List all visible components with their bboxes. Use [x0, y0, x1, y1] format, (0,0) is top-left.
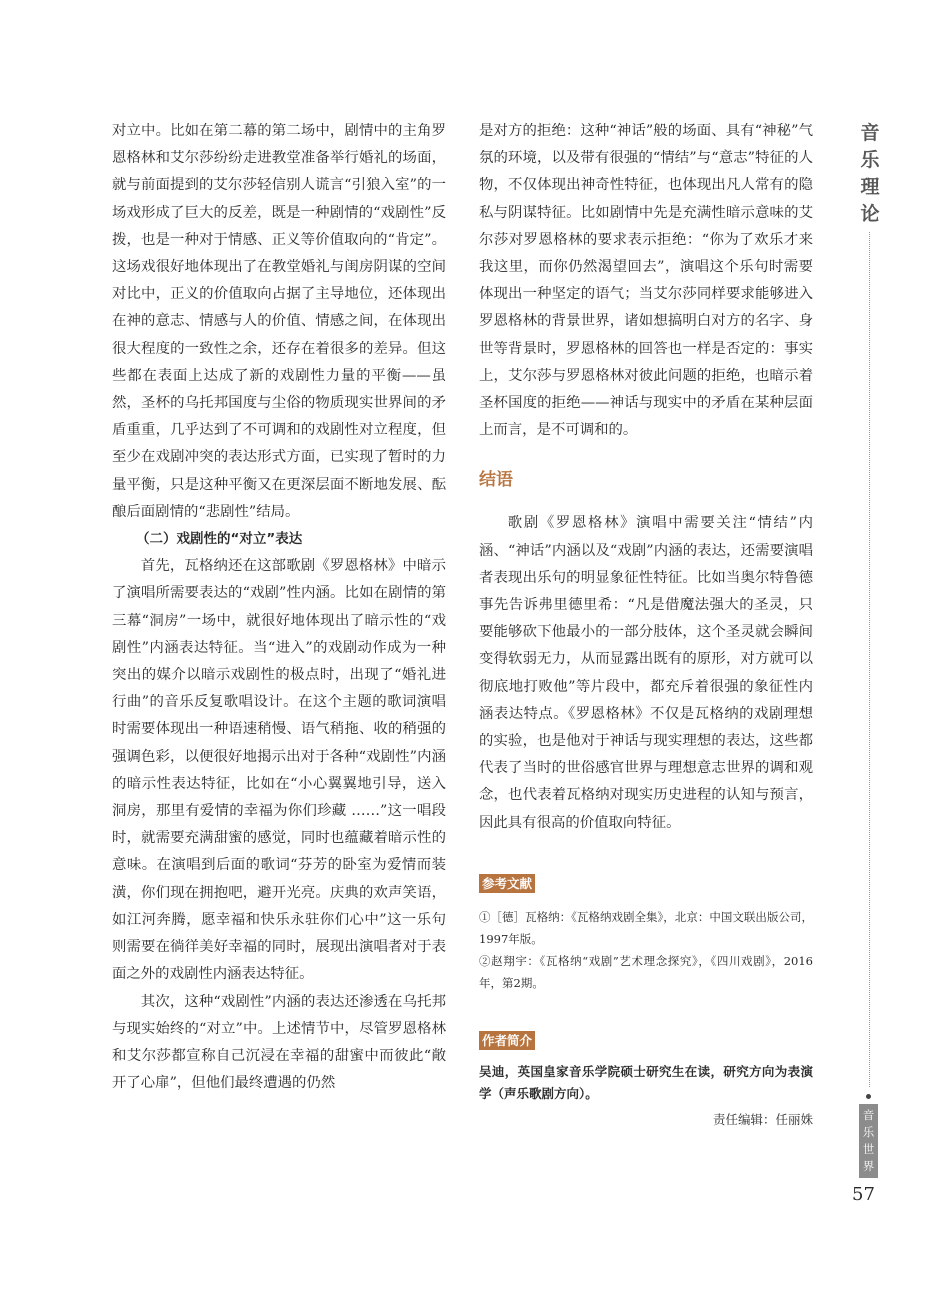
section-label-char: 论: [860, 203, 880, 225]
journal-name-char: 乐: [862, 1125, 875, 1139]
section-label: [858, 120, 882, 228]
references-section: [479, 871, 813, 994]
body-paragraph: 是对方的拒绝：这种“神话”般的场面、具有“神秘”气氛的环境，以及带有很强的“情结”与“意志”特征的人物，不仅体现出神奇性特征，也体现出凡人常有的隐私与阴谋特征。比如剧情中先是充满性暗示意味的艾尔莎对罗恩格林的要求表示拒绝：“你为了欢乐才来我这里，而你仍然渴望回去”，演唱这个乐句时需要体现出一种坚定的语气；当艾尔莎同样要求能够进入罗恩格林的背景世界，诸如想搞明白对方的名字、身世等背景时，罗恩格林的回答也一样是否定的：事实上，艾尔莎与罗恩格林对彼此问题的拒绝，也暗示着圣杯国度的拒绝——神话与现实中的矛盾在某种层面上而言，是不可调和的。: [479, 123, 813, 439]
section-label-char: 理: [860, 176, 880, 198]
journal-name-box: [859, 1104, 878, 1178]
page-number: 57: [852, 1184, 875, 1205]
sidebar-bullet: [866, 1094, 871, 1099]
body-paragraph: 首先，瓦格纳还在这部歌剧《罗恩格林》中暗示了演唱所需要表达的“戏剧”性内涵。比如在剧情的第三幕“洞房”一场中，就很好地体现出了暗示性的“戏剧性”内涵表达特征。当“进入”的戏剧动作成为一种突出的媒介以暗示戏剧性的极点时，出现了“婚礼进行曲”的音乐反复歌唱设计。在这个主题的歌词演唱时需要体现出一种语速稍慢、语气稍拖、收的稍强的强调色彩，以便很好地揭示出对于各种“戏剧性”内涵的暗示性表达特征，比如在“小心翼翼地引导，送入洞房，那里有爱情的幸福为你们珍藏 ……”这一唱段时，就需要充满甜蜜的感觉，同时也蕴藏着暗示性的意味。在演唱到后面的歌词“芬芳的卧室为爱情而装潢，你们现在拥抱吧，避开光亮。庆典的欢声笑语，如江河奔腾，愿幸福和快乐永驻你们心中”这一乐句则需要在徜徉美好幸福的同时，展现出演唱者对于表面之外的戏剧性内涵表达特征。: [112, 558, 446, 983]
author-bio: 吴迪，英国皇家音乐学院硕士研究生在读，研究方向为表演学（声乐歌剧方向）。: [479, 1064, 813, 1102]
reference-item: ①［德］瓦格纳：《瓦格纳戏剧全集》，北京：中国文联出版公司，1997年版。: [479, 910, 813, 947]
section-label-char: 音: [860, 122, 880, 144]
right-column: [479, 118, 813, 1131]
conclusion-heading: 结语: [479, 470, 513, 491]
journal-name-char: 界: [862, 1159, 875, 1173]
reference-item: ②赵翔宇：《瓦格纳“戏剧”艺术理念探究》，《四川戏剧》，2016年，第2期。: [479, 954, 813, 991]
references-list: [479, 906, 813, 994]
editor-credit: 责任编辑：任丽姝: [712, 1112, 813, 1128]
journal-name-char: 音: [862, 1108, 875, 1122]
left-column: [112, 118, 446, 1097]
journal-name-char: 世: [862, 1142, 875, 1156]
section-label-char: 乐: [860, 149, 880, 171]
author-section: [479, 1028, 813, 1131]
body-paragraph: 其次，这种“戏剧性”内涵的表达还渗透在乌托邦与现实始终的“对立”中。上述情节中，尽管罗恩格林和艾尔莎都宣称自己沉浸在幸福的甜蜜中而彼此“敞开了心扉”，但他们最终遭遇的仍然: [112, 993, 446, 1092]
author-label: 作者简介: [479, 1031, 535, 1050]
sidebar-divider: [869, 232, 870, 1087]
subheading: （二）戏剧性的“对立”表达: [136, 531, 303, 548]
body-paragraph: 对立中。比如在第二幕的第二场中，剧情中的主角罗恩格林和艾尔莎纷纷走进教堂准备举行婚礼的场面，就与前面提到的艾尔莎轻信别人谎言“引狼入室”的一场戏形成了巨大的反差，既是一种剧情的“戏剧性”反拨，也是一种对于情感、正义等价值取向的“肯定”。这场戏很好地体现出了在教堂婚礼与闺房阴谋的空间对比中，正义的价值取向占据了主导地位，还体现出在神的意志、情感与人的价值、情感之间，在体现出很大程度的一致性之余，还存在着很多的差异。但这些都在表面上达成了新的戏剧性力量的平衡——虽然，圣杯的乌托邦国度与尘俗的物质现实世界间的矛盾重重，几乎达到了不可调和的戏剧性对立程度，但至少在戏剧冲突的表达形式方面，已实现了暂时的力量平衡，只是这种平衡又在更深层面不断地发展、酝酿后面剧情的“悲剧性”结局。: [112, 123, 446, 520]
body-paragraph: 歌剧《罗恩格林》演唱中需要关注“情结”内涵、“神话”内涵以及“戏剧”内涵的表达，还需要演唱者表现出乐句的明显象征性特征。比如当奥尔特鲁德事先告诉弗里德里希：“凡是借魔法强大的圣灵，只要能够砍下他最小的一部分肢体，这个圣灵就会瞬间变得软弱无力，从而显露出既有的原形，对方就可以彻底地打败他”等片段中，都充斥着很强的象征性内涵表达特点。《罗恩格林》不仅是瓦格纳的戏剧理想的实验，也是他对于神话与现实理想的表达，这些都代表了当时的世俗感官世界与理想意志世界的调和观念，也代表着瓦格纳对现实历史进程的认知与预言，因此具有很高的价值取向特征。: [479, 515, 813, 831]
references-label: 参考文献: [479, 874, 535, 893]
